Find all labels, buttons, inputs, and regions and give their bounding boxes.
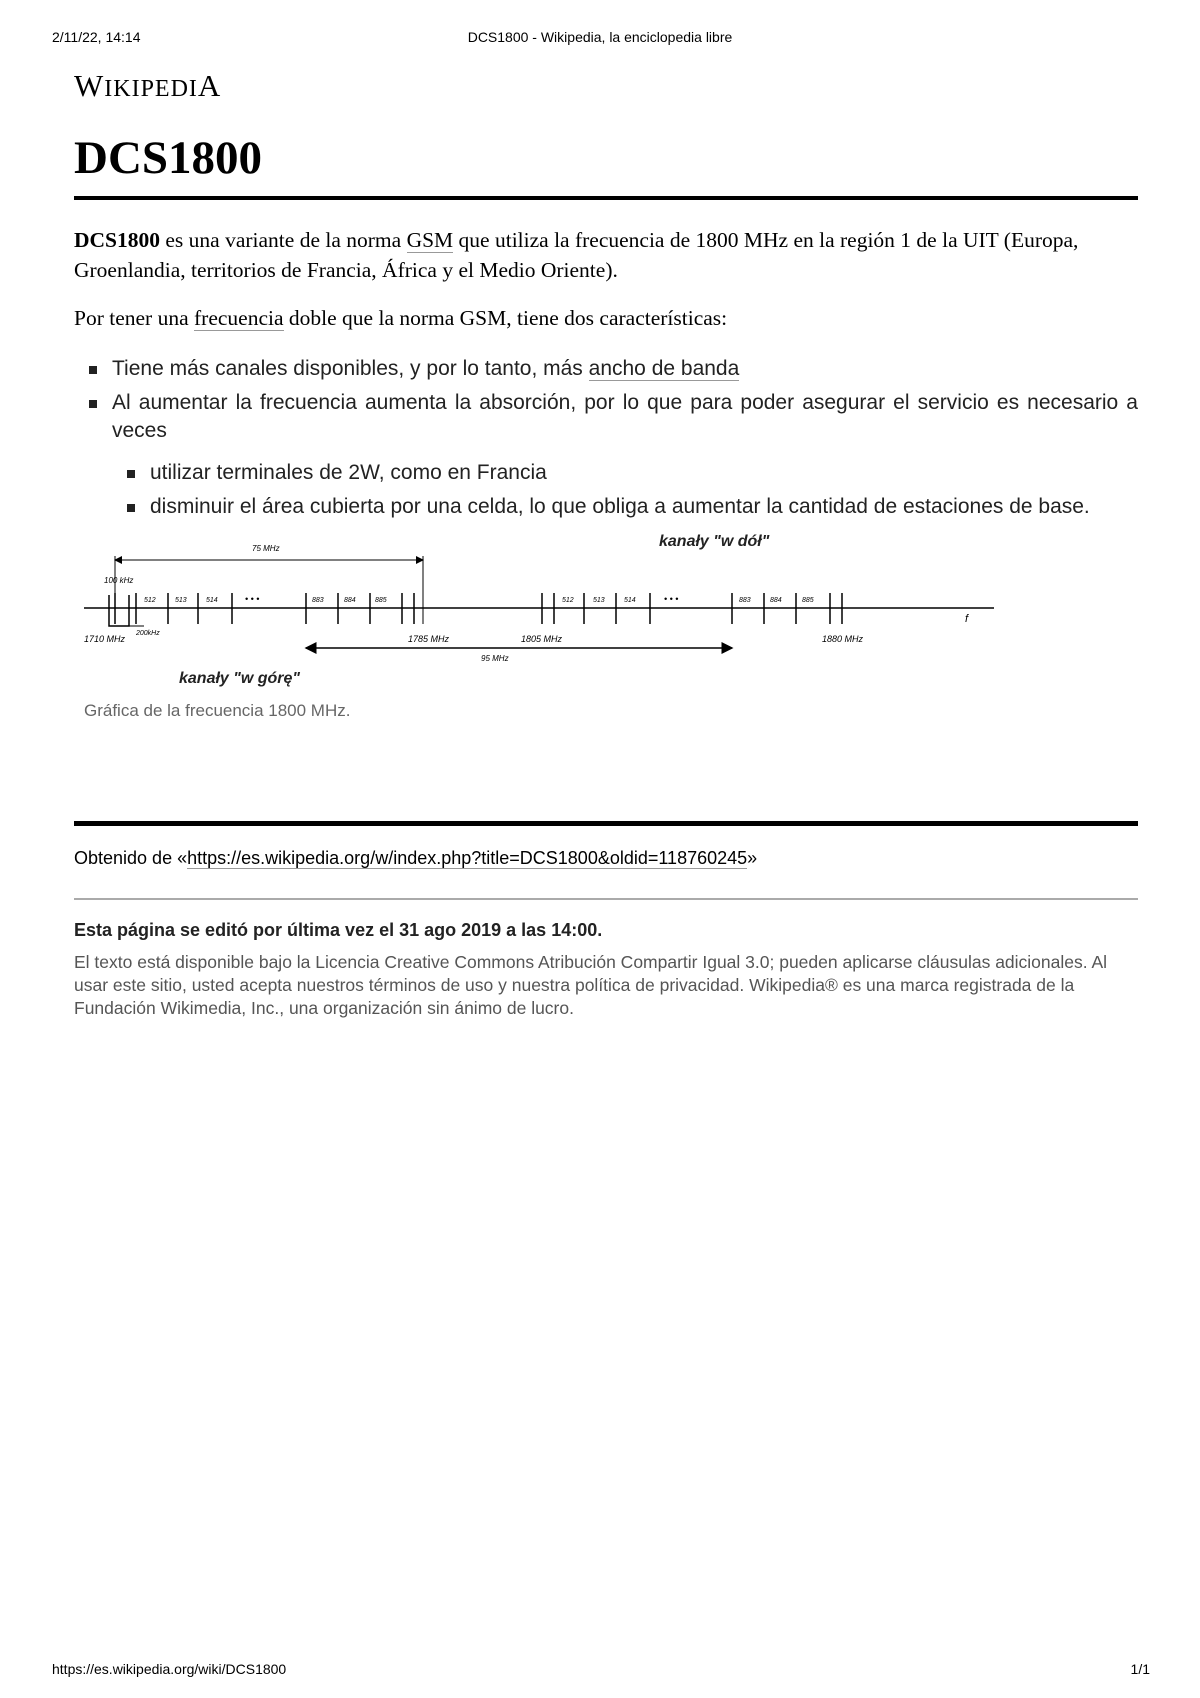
footer-thin-divider [74, 898, 1138, 900]
label-883-up: 883 [312, 597, 324, 604]
dots-down: • • • [664, 594, 679, 604]
print-url: https://es.wikipedia.org/wiki/DCS1800 [52, 1661, 287, 1677]
dots-up: • • • [245, 594, 260, 604]
intro-bold-term: DCS1800 [74, 228, 161, 252]
footer-divider [74, 821, 1138, 826]
print-page-title: DCS1800 - Wikipedia, la enciclopedia libre [467, 29, 733, 45]
license-notice: El texto está disponible bajo la Licencia Creative Commons Atribución Compartir Igual 3.0; pueden aplicarse cláusulas adicionales. Al usar este sitio, usted acepta nuestros términos de uso y nuestra política de privacidad. Wikipedia® es una marca registrada de la Fundación Wikimedia, Inc., una organización sin ánimo de lucro. [74, 952, 1108, 1018]
frecuencia-link[interactable]: frecuencia [194, 306, 284, 330]
span-75-label: 75 MHz [252, 544, 280, 553]
label-1785: 1785 MHz [408, 634, 450, 644]
second-paragraph: Por tener una frecuencia doble que la norma GSM, tiene dos características: [74, 306, 728, 330]
label-1880: 1880 MHz [822, 634, 864, 644]
print-page-number: 1/1 [1130, 1661, 1150, 1677]
frequency-figure [74, 527, 1074, 729]
label-885-up: 885 [375, 597, 387, 604]
wikipedia-logo[interactable]: WIKIPEDIA [74, 68, 222, 103]
ancho-de-banda-link[interactable]: ancho de banda [588, 357, 740, 380]
label-884-up: 884 [344, 597, 356, 604]
intro-paragraph: DCS1800 es una variante de la norma GSM que utiliza la frecuencia de 1800 MHz en la región 1 de la UIT (Europa, Groenlandia, territorios de Francia, África y el Medio Oriente). [74, 228, 1079, 282]
spacing-label: 200kHz [136, 630, 160, 637]
label-513-down: 513 [593, 597, 605, 604]
last-edit-notice: Esta página se editó por última vez el 31 ago 2019 a las 14:00. [74, 920, 603, 940]
span-95-label: 95 MHz [481, 654, 509, 663]
characteristics-list [74, 355, 1138, 521]
article-content [74, 64, 1138, 1018]
label-512-down: 512 [562, 597, 574, 604]
label-514-up: 514 [206, 597, 218, 604]
label-885-down: 885 [802, 597, 814, 604]
uplink-title: kanały "w górę" [179, 670, 300, 687]
list-item: disminuir el área cubierta por una celda, lo que obliga a aumentar la cantidad de estaciones de base. [112, 493, 1138, 521]
figure-caption: Gráfica de la frecuencia 1800 MHz. [84, 701, 351, 720]
gsm-link[interactable]: GSM [406, 228, 454, 252]
channel-width-label: 100 kHz [104, 576, 134, 585]
list-item: utilizar terminales de 2W, como en Francia [112, 459, 1138, 487]
label-513-up: 513 [175, 597, 187, 604]
label-883-down: 883 [739, 597, 751, 604]
list-item: Tiene más canales disponibles, y por lo tanto, más ancho de banda [74, 355, 1138, 383]
label-884-down: 884 [770, 597, 782, 604]
axis-f-label: f [965, 613, 969, 625]
retrieved-url-link[interactable]: https://es.wikipedia.org/w/index.php?title=DCS1800&oldid=118760245 [187, 848, 748, 868]
downlink-title: kanały "w dół" [659, 533, 770, 550]
sub-list [112, 459, 1138, 521]
print-datetime: 2/11/22, 14:14 [52, 29, 141, 45]
label-1710: 1710 MHz [84, 634, 126, 644]
label-512-up: 512 [144, 597, 156, 604]
frequency-diagram[interactable] [84, 527, 1074, 697]
retrieved-from: Obtenido de «https://es.wikipedia.org/w/index.php?title=DCS1800&oldid=118760245» [74, 848, 758, 868]
label-514-down: 514 [624, 597, 636, 604]
label-1805: 1805 MHz [521, 634, 563, 644]
list-item: Al aumentar la frecuencia aumenta la absorción, por lo que para poder asegurar el servicio es necesario a veces utilizar terminales de 2W, como en Francia disminuir el área cubierta por una celda, lo que obliga a aumentar la cantidad de estaciones de base. [74, 389, 1138, 521]
page-title: DCS1800 [74, 108, 1138, 200]
